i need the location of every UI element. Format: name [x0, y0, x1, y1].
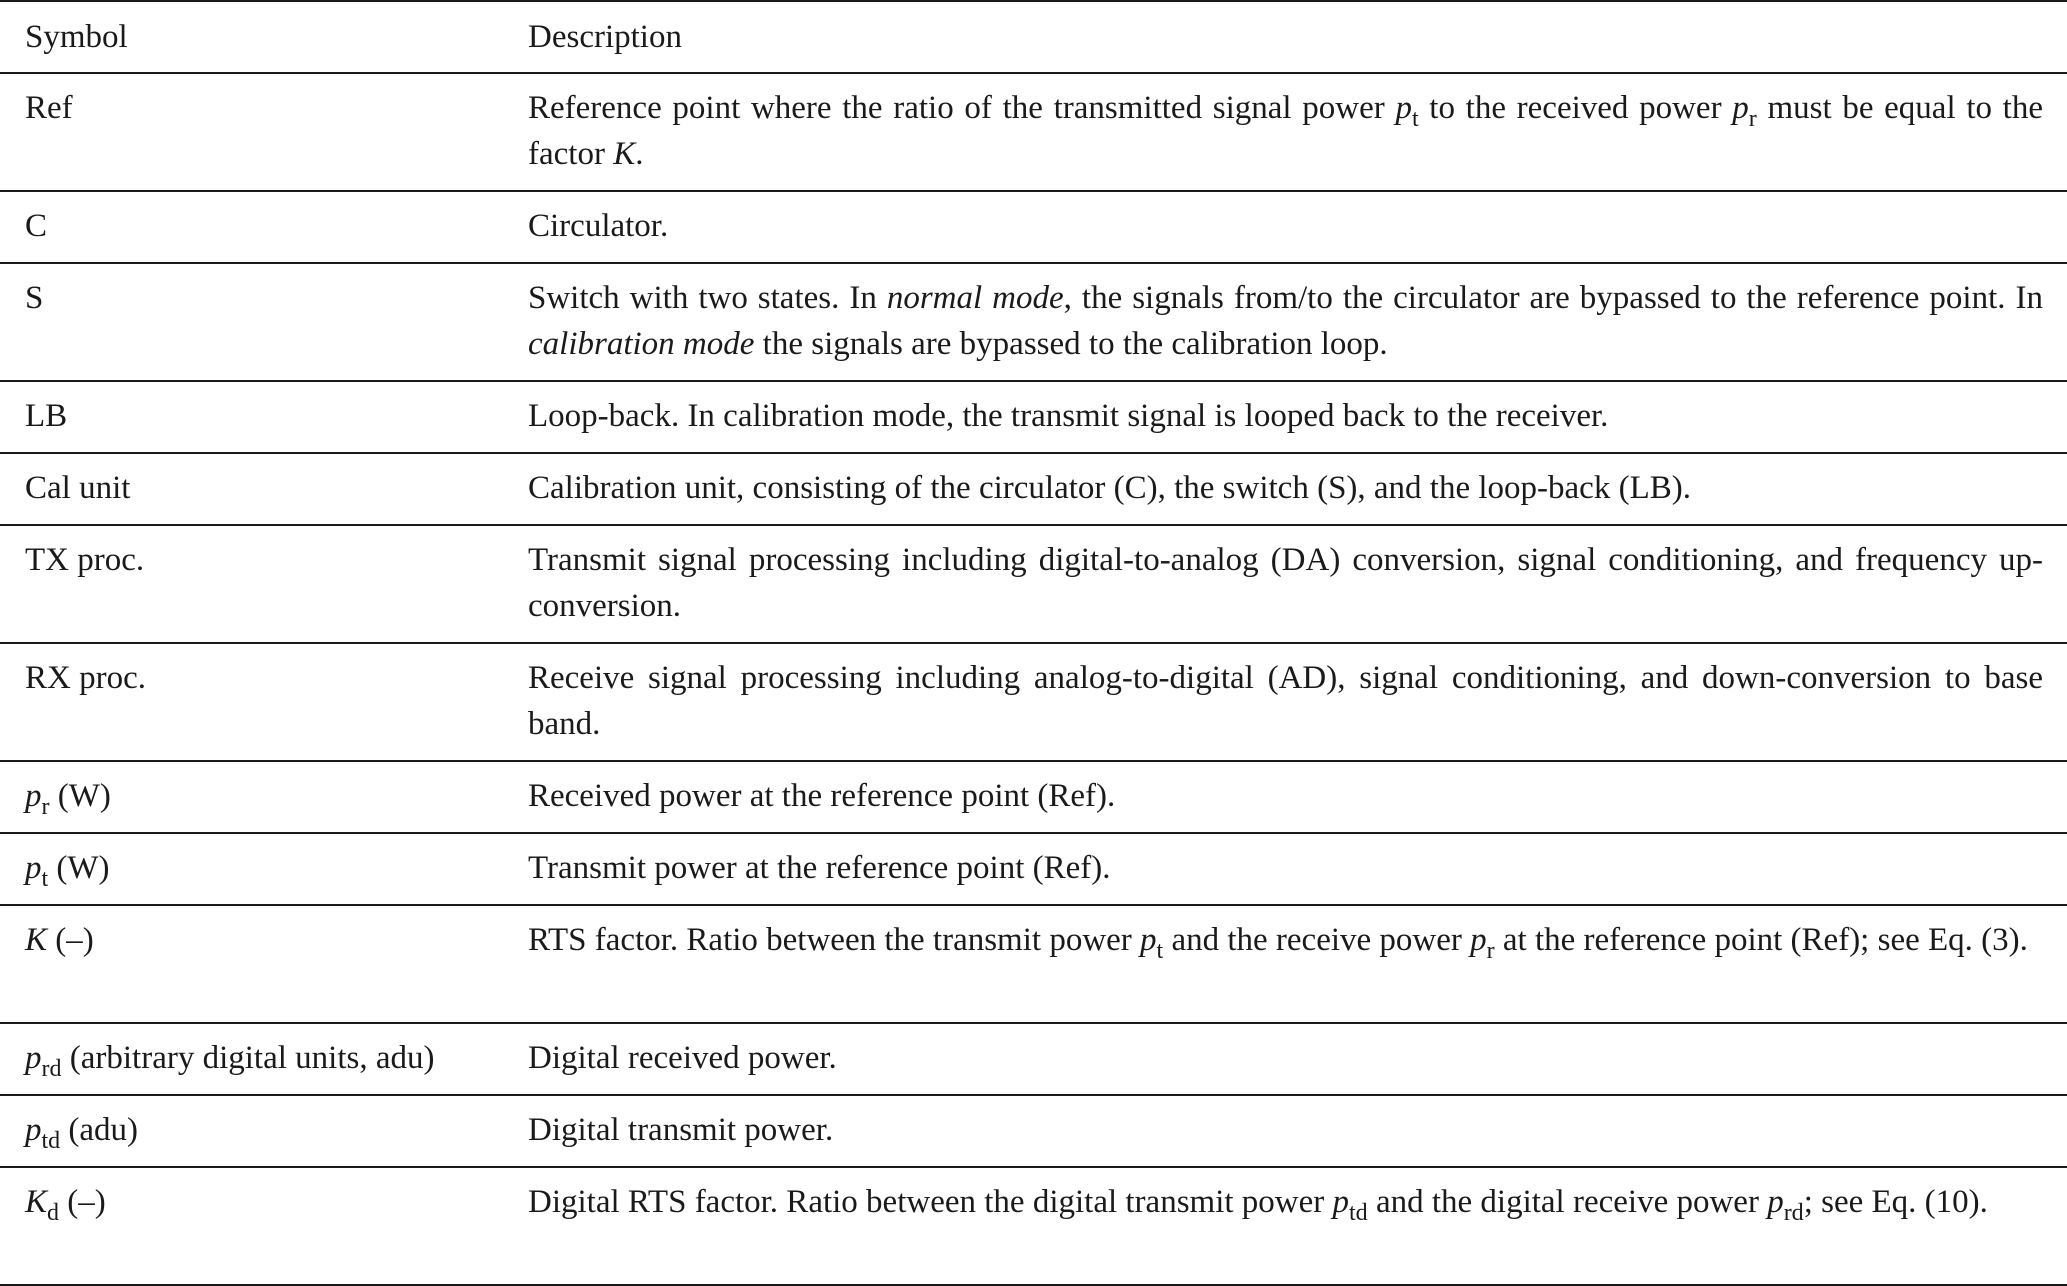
- table-row: [0, 191, 2067, 263]
- description-cell: [528, 1095, 2067, 1167]
- description-text: Digital transmit power.: [528, 1112, 834, 1148]
- table-row: [0, 643, 2067, 761]
- description-text: Transmit signal processing including digital-to-analog (DA) conversion, signal conditioning, and frequency up-conversion.: [528, 542, 2043, 624]
- symbol-unit: (W): [48, 850, 110, 886]
- description-text: Receive signal processing including analog-to-digital (AD), signal conditioning, and down-conversion to base band.: [528, 660, 2043, 742]
- symbol-text: Ref: [25, 90, 73, 126]
- description-text: , the signals from/to the circulator are bypassed to the reference point. In: [1063, 280, 2043, 316]
- description-text: Digital RTS factor. Ratio between the digital transmit power: [528, 1184, 1333, 1220]
- description-cell: [528, 1023, 2067, 1095]
- table-row: [0, 761, 2067, 833]
- math-var: p: [1395, 90, 1412, 126]
- math-subscript: r: [1748, 106, 1757, 132]
- symbol-cell: [0, 761, 528, 833]
- symbol-cell: [0, 191, 528, 263]
- symbol-cell: [0, 1095, 528, 1167]
- math-subscript: r: [41, 794, 50, 820]
- description-text: Transmit power at the reference point (Ref).: [528, 850, 1111, 886]
- table-row: [0, 453, 2067, 525]
- table-row: [0, 73, 2067, 191]
- table-row: [0, 1167, 2067, 1285]
- symbol-cell: [0, 381, 528, 453]
- symbol-text: TX proc.: [25, 542, 145, 578]
- description-text: Received power at the reference point (Ref).: [528, 778, 1116, 814]
- description-cell: [528, 761, 2067, 833]
- math-var: p: [1767, 1184, 1784, 1220]
- math-var: p: [25, 850, 42, 886]
- description-cell: [528, 1167, 2067, 1285]
- description-cell: [528, 453, 2067, 525]
- table-header: [0, 1, 2067, 73]
- description-cell: [528, 905, 2067, 1023]
- description-cell: [528, 73, 2067, 191]
- description-text: Circulator.: [528, 208, 669, 244]
- math-subscript: td: [1349, 1200, 1368, 1226]
- description-text: to the received power: [1418, 90, 1733, 126]
- symbol-cell: [0, 1167, 528, 1285]
- symbol-unit: (W): [49, 778, 111, 814]
- math-var: p: [25, 1112, 42, 1148]
- column-header-description: Description: [528, 1, 2067, 73]
- header-row: [0, 1, 2067, 73]
- math-var: p: [1332, 1184, 1350, 1220]
- symbol-unit: (–): [47, 922, 94, 958]
- description-text: Reference point where the ratio of the transmitted signal power: [528, 90, 1396, 126]
- math-var: p: [25, 1040, 42, 1076]
- description-cell: [528, 191, 2067, 263]
- math-subscript: t: [1156, 938, 1164, 964]
- symbol-cell: [0, 905, 528, 1023]
- math-var: K: [25, 922, 48, 958]
- math-subscript: t: [41, 866, 49, 892]
- symbol-cell: [0, 263, 528, 381]
- description-text: .: [635, 136, 644, 172]
- description-text: and the receive power: [1163, 922, 1471, 958]
- description-text: ; see Eq. (10).: [1803, 1184, 1988, 1220]
- description-cell: [528, 263, 2067, 381]
- description-cell: [528, 643, 2067, 761]
- math-var: p: [1140, 922, 1157, 958]
- description-text: at the reference point (Ref); see Eq. (3).: [1494, 922, 2028, 958]
- table-row: [0, 1023, 2067, 1095]
- math-var: K: [25, 1184, 48, 1220]
- math-subscript: t: [1411, 106, 1419, 132]
- math-subscript: rd: [1783, 1200, 1804, 1226]
- symbol-cell: [0, 525, 528, 643]
- math-var: p: [25, 778, 42, 814]
- column-header-symbol: Symbol: [0, 1, 528, 73]
- math-var: p: [1732, 90, 1749, 126]
- description-text: the signals are bypassed to the calibration loop.: [754, 326, 1388, 362]
- symbol-text: S: [25, 280, 44, 316]
- emphasis-text: calibration mode: [528, 326, 755, 362]
- table-row: [0, 905, 2067, 1023]
- symbol-text: Cal unit: [25, 470, 131, 506]
- symbol-unit: (adu): [60, 1112, 139, 1148]
- math-var: p: [1470, 922, 1487, 958]
- symbol-cell: [0, 453, 528, 525]
- description-text: Switch with two states. In: [528, 280, 887, 316]
- symbol-cell: [0, 1023, 528, 1095]
- description-text: Calibration unit, consisting of the circulator (C), the switch (S), and the loop-back (LB).: [528, 470, 1691, 506]
- description-text: Loop-back. In calibration mode, the transmit signal is looped back to the receiver.: [528, 398, 1609, 434]
- table-row: [0, 381, 2067, 453]
- symbol-text: LB: [25, 398, 68, 434]
- emphasis-text: normal mode: [886, 280, 1064, 316]
- math-subscript: d: [47, 1200, 60, 1226]
- symbol-cell: [0, 643, 528, 761]
- description-cell: [528, 381, 2067, 453]
- math-subscript: rd: [41, 1056, 62, 1082]
- description-cell: [528, 833, 2067, 905]
- description-text: must be equal to the factor: [528, 90, 2043, 172]
- table-row: [0, 1095, 2067, 1167]
- symbol-cell: [0, 833, 528, 905]
- table-row: [0, 263, 2067, 381]
- symbol-cell: [0, 73, 528, 191]
- math-subscript: td: [41, 1128, 61, 1154]
- description-cell: [528, 525, 2067, 643]
- description-text: RTS factor. Ratio between the transmit power: [528, 922, 1141, 958]
- symbol-unit: (–): [59, 1184, 106, 1220]
- math-subscript: r: [1486, 938, 1495, 964]
- description-text: Digital received power.: [528, 1040, 837, 1076]
- table-row: [0, 525, 2067, 643]
- math-var: K: [613, 136, 636, 172]
- symbol-text: C: [25, 208, 48, 244]
- symbol-text: RX proc.: [25, 660, 146, 696]
- table-body: [0, 73, 2067, 1285]
- table-row: [0, 833, 2067, 905]
- symbol-unit: (arbitrary digital units, adu): [61, 1040, 435, 1076]
- description-text: and the digital receive power: [1367, 1184, 1768, 1220]
